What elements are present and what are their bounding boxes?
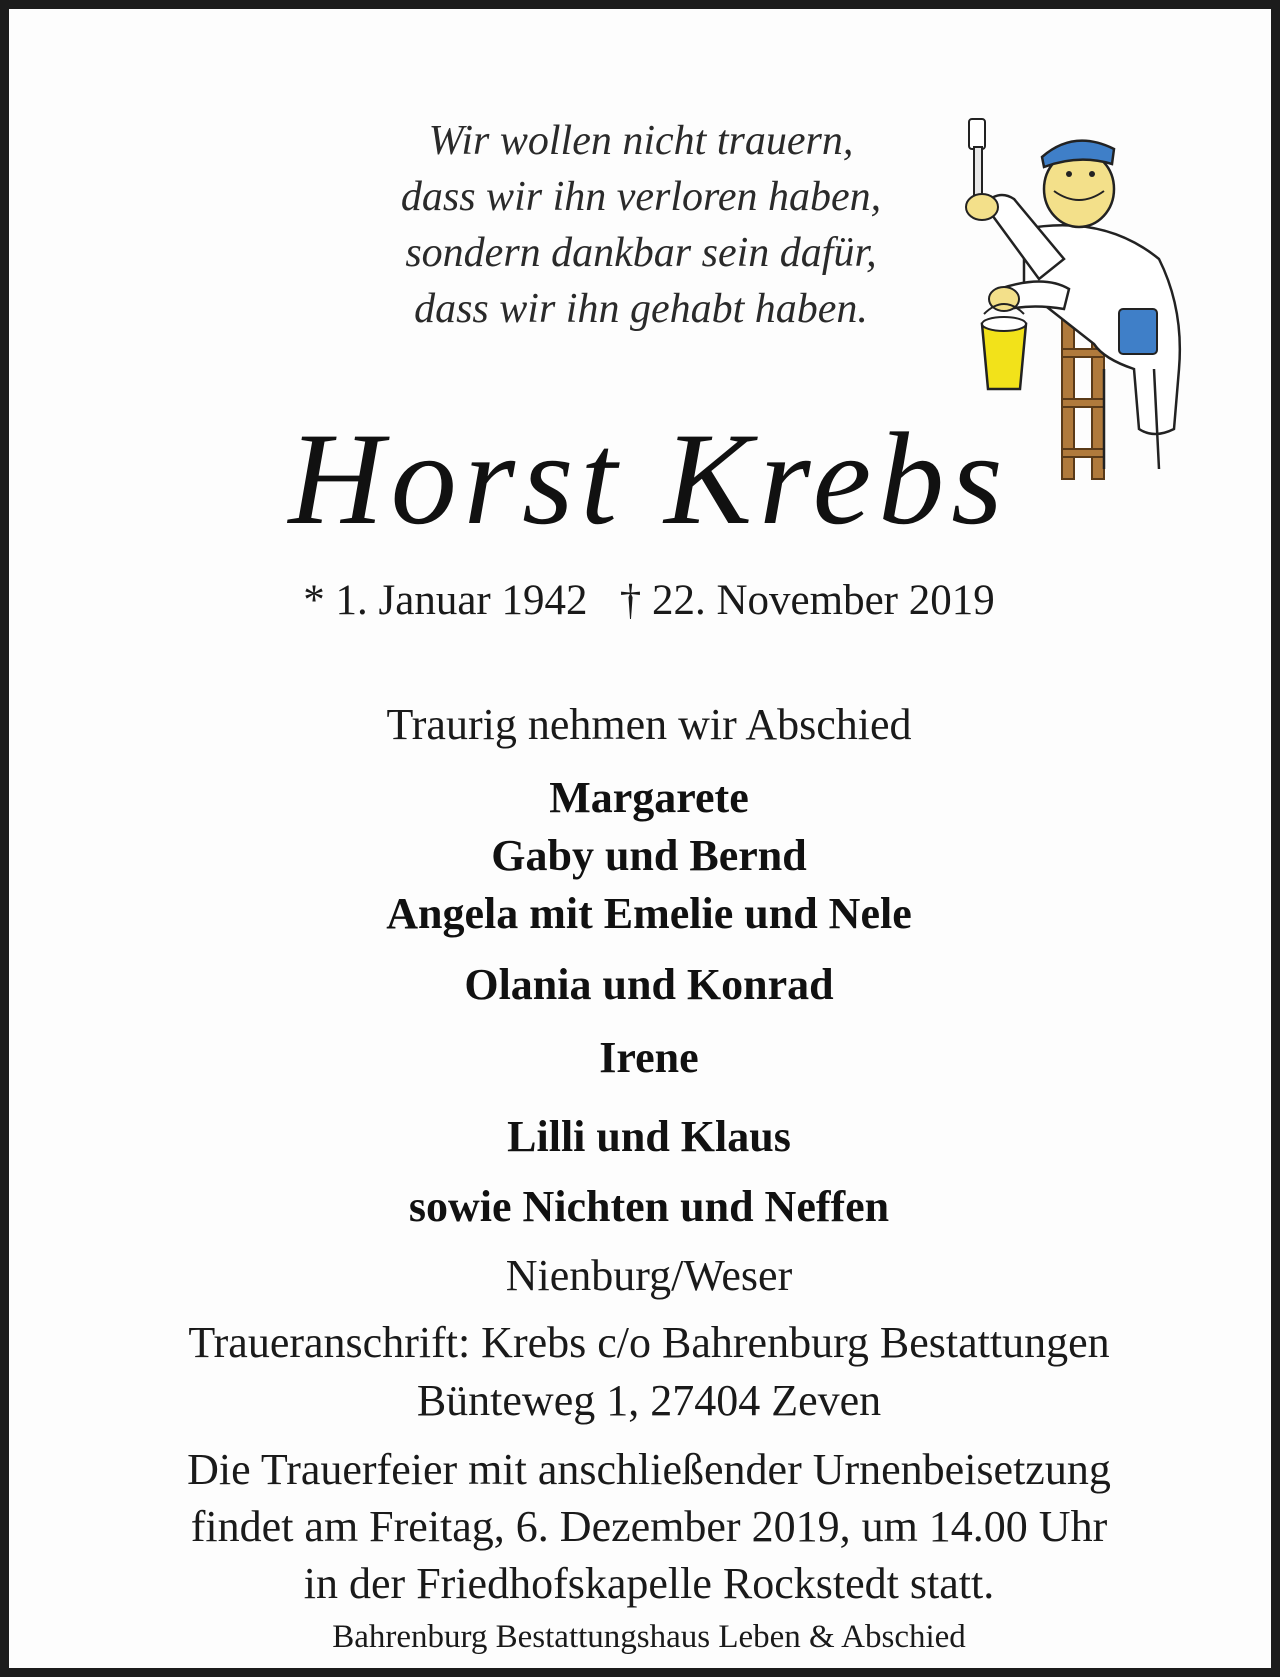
mourners-group — [9, 769, 1280, 943]
ceremony-line: in der Friedhofskapelle Rockstedt statt. — [303, 1559, 995, 1608]
ceremony-info — [9, 1441, 1280, 1612]
mourner-name: Gaby und Bernd — [491, 831, 807, 880]
quote-line: sondern dankbar sein dafür, — [405, 230, 877, 276]
farewell-intro: Traurig nehmen wir Abschied — [386, 700, 912, 749]
mourning-address — [9, 1314, 1280, 1430]
memorial-quote — [221, 113, 1061, 337]
ceremony-line: Die Trauerfeier mit anschließender Urnenbeisetzung — [187, 1445, 1111, 1494]
address-line: Bünteweg 1, 27404 Zeven — [416, 1376, 882, 1425]
ceremony-line: findet am Freitag, 6. Dezember 2019, um 14.00 Uhr — [190, 1502, 1108, 1551]
address-line: Traueranschrift: Krebs c/o Bahrenburg Bestattungen — [188, 1318, 1110, 1367]
deceased-name: Horst Krebs — [288, 405, 1010, 552]
mourner-name: sowie Nichten und Neffen — [408, 1182, 890, 1231]
funeral-home-credit: Bahrenburg Bestattungshaus Leben & Abschied — [332, 1619, 966, 1655]
quote-line: dass wir ihn verloren haben, — [400, 174, 882, 220]
mourners-place: Nienburg/Weser — [505, 1251, 793, 1300]
quote-line: Wir wollen nicht trauern, — [428, 118, 854, 164]
mourner-name: Margarete — [549, 773, 749, 822]
quote-line: dass wir ihn gehabt haben. — [414, 286, 868, 332]
life-dates: * 1. Januar 1942 † 22. November 2019 — [303, 577, 995, 624]
mourner-name: Irene — [599, 1033, 699, 1082]
mourner-name: Lilli und Klaus — [507, 1112, 791, 1161]
mourner-name: Angela mit Emelie und Nele — [386, 889, 912, 938]
mourner-name: Olania und Konrad — [464, 960, 834, 1009]
